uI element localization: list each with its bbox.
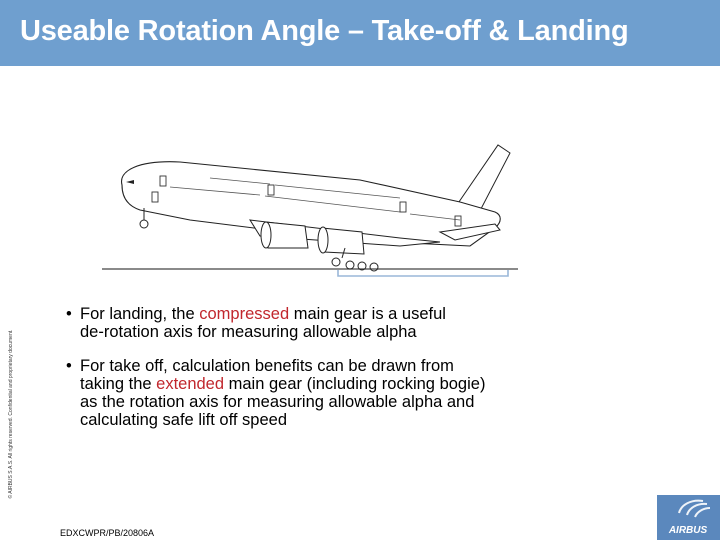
- bullet-line: For take off, calculation benefits can be drawn from: [80, 357, 454, 375]
- bullet-landing: [66, 305, 546, 345]
- bullet-line: de-rotation axis for measuring allowable alpha: [80, 323, 417, 341]
- svg-text:AIRBUS: AIRBUS: [668, 525, 708, 536]
- document-reference: EDXCWPR/PB/20806A: [60, 528, 155, 538]
- bullet-line: as the rotation axis for measuring allowable alpha and: [80, 393, 475, 411]
- bullet-landing-text: [80, 305, 446, 341]
- rotation-span-marker: [338, 270, 508, 276]
- highlight-extended: extended: [156, 375, 225, 393]
- bullet-takeoff: [66, 357, 586, 437]
- bullet-line: calculating safe lift off speed: [80, 411, 287, 429]
- aircraft-rotation-illustration: [100, 140, 520, 290]
- a380-side-view-drawing: [100, 140, 520, 290]
- title-bar: [0, 0, 720, 66]
- airbus-globe-icon: [657, 495, 720, 540]
- highlight-compressed: compressed: [199, 305, 290, 323]
- airbus-logo: [657, 495, 720, 540]
- bullet-glyph: •: [66, 357, 72, 375]
- bullet-line: For landing, the compressed main gear is a useful: [80, 305, 446, 323]
- bullet-glyph: •: [66, 305, 72, 323]
- page-title: Useable Rotation Angle – Take-off & Landing: [20, 15, 629, 47]
- bullet-takeoff-text: [80, 357, 485, 429]
- copyright-sidebar: © AIRBUS S.A.S. All rights reserved. Confidential and proprietary document.: [8, 329, 14, 499]
- bullet-line: taking the extended main gear (including rocking bogie): [80, 375, 486, 393]
